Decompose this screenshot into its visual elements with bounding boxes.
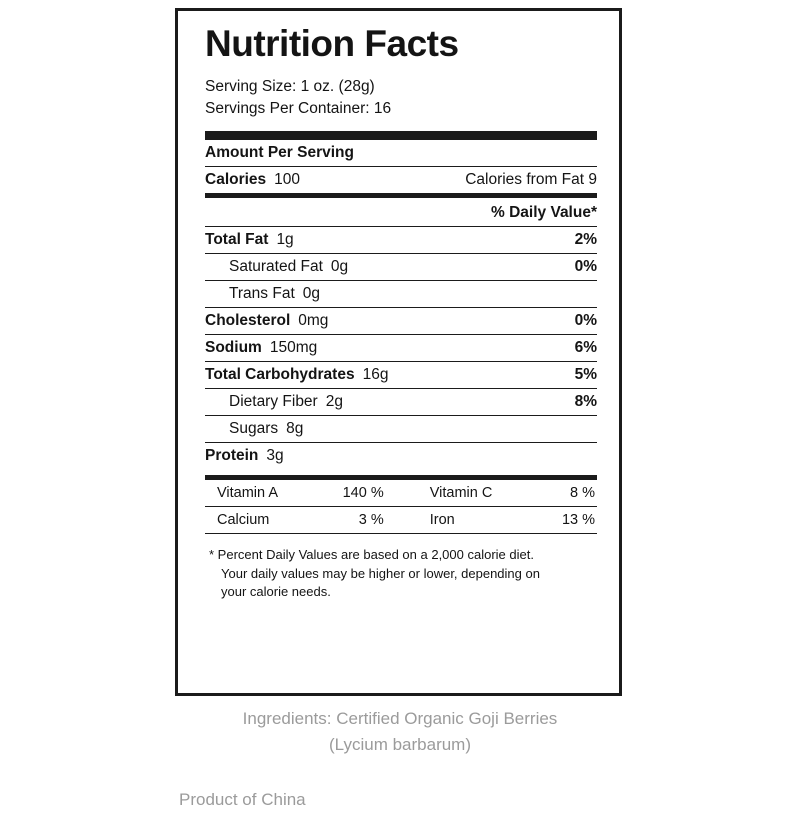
nutrient-name: Trans Fat (229, 284, 295, 302)
daily-value-header: % Daily Value* (491, 203, 597, 221)
nutrient-name: Dietary Fiber (229, 392, 318, 410)
calories-label: Calories (205, 170, 267, 188)
servings-per-container-line: Servings Per Container: 16 (205, 100, 392, 118)
nutrient-row (205, 389, 597, 415)
nutrition-facts-panel (175, 8, 622, 696)
nutrient-row (205, 335, 597, 361)
nutrient-dv: 6% (574, 338, 597, 356)
below-label-text (0, 706, 800, 813)
nutrient-amount: 0mg (298, 311, 329, 329)
nutrient-name: Total Fat (205, 230, 269, 248)
amount-per-serving-label: Amount Per Serving (205, 143, 354, 161)
nutrient-dv: 0% (574, 311, 597, 329)
nutrient-row (205, 362, 597, 388)
nutrient-dv: 0% (574, 257, 597, 275)
nutrient-row (205, 443, 597, 469)
footnote (205, 546, 597, 603)
nutrient-amount: 16g (362, 365, 389, 383)
calcium-label: Calcium (205, 506, 316, 533)
footnote-line-1: * Percent Daily Values are based on a 2,000 calorie diet. (209, 546, 534, 562)
product-origin: Product of China (179, 789, 306, 809)
footnote-line-2: Your daily values may be higher or lower, depending on (221, 565, 540, 581)
calories-from-fat: Calories from Fat 9 (465, 170, 597, 188)
nutrient-dv: 8% (574, 392, 597, 410)
nutrient-row (205, 254, 597, 280)
iron-value: 13 % (544, 506, 597, 533)
nutrient-name: Total Carbohydrates (205, 365, 355, 383)
nutrient-amount: 1g (276, 230, 294, 248)
calories-row (205, 167, 597, 193)
vitamin-a-label: Vitamin A (217, 484, 278, 501)
nutrient-amount: 8g (286, 419, 304, 437)
nutrient-dv: 5% (574, 365, 597, 383)
nutrient-amount: 150mg (269, 338, 318, 356)
page-title: Nutrition Facts (205, 23, 459, 64)
calories-value: 100 (274, 170, 301, 188)
nutrient-name: Cholesterol (205, 311, 291, 329)
iron-label: Iron (394, 506, 544, 533)
nutrient-amount: 0g (302, 284, 320, 302)
vitamins-table (205, 480, 597, 533)
nutrient-row (205, 416, 597, 442)
nutrient-row (205, 281, 597, 307)
nutrient-name: Saturated Fat (229, 257, 323, 275)
vitamin-c-value: 8 % (570, 484, 595, 501)
table-row (205, 480, 597, 507)
vitamin-c-label: Vitamin C (429, 484, 493, 501)
nutrient-amount: 3g (266, 446, 284, 464)
ingredients-line-1: Ingredients: Certified Organic Goji Berries (242, 709, 558, 728)
vitamin-a-value: 140 % (342, 484, 384, 501)
nutrient-amount: 2g (325, 392, 343, 410)
nutrient-name: Sugars (229, 419, 279, 437)
ingredients-line-2: (Lycium barbarum) (328, 735, 472, 755)
table-row (205, 506, 597, 533)
calcium-value: 3 % (316, 506, 394, 533)
nutrient-name: Sodium (205, 338, 262, 356)
nutrient-row (205, 308, 597, 334)
nutrient-dv: 2% (574, 230, 597, 248)
divider-after-vitamins (205, 533, 597, 534)
nutrition-facts-content (205, 25, 597, 602)
nutrient-row (205, 227, 597, 253)
serving-size-line: Serving Size: 1 oz. (28g) (205, 77, 375, 95)
nutrient-amount: 0g (330, 257, 349, 275)
footnote-line-3: your calorie needs. (221, 584, 331, 600)
divider-thick-top (205, 131, 597, 140)
nutrient-name: Protein (205, 446, 259, 464)
